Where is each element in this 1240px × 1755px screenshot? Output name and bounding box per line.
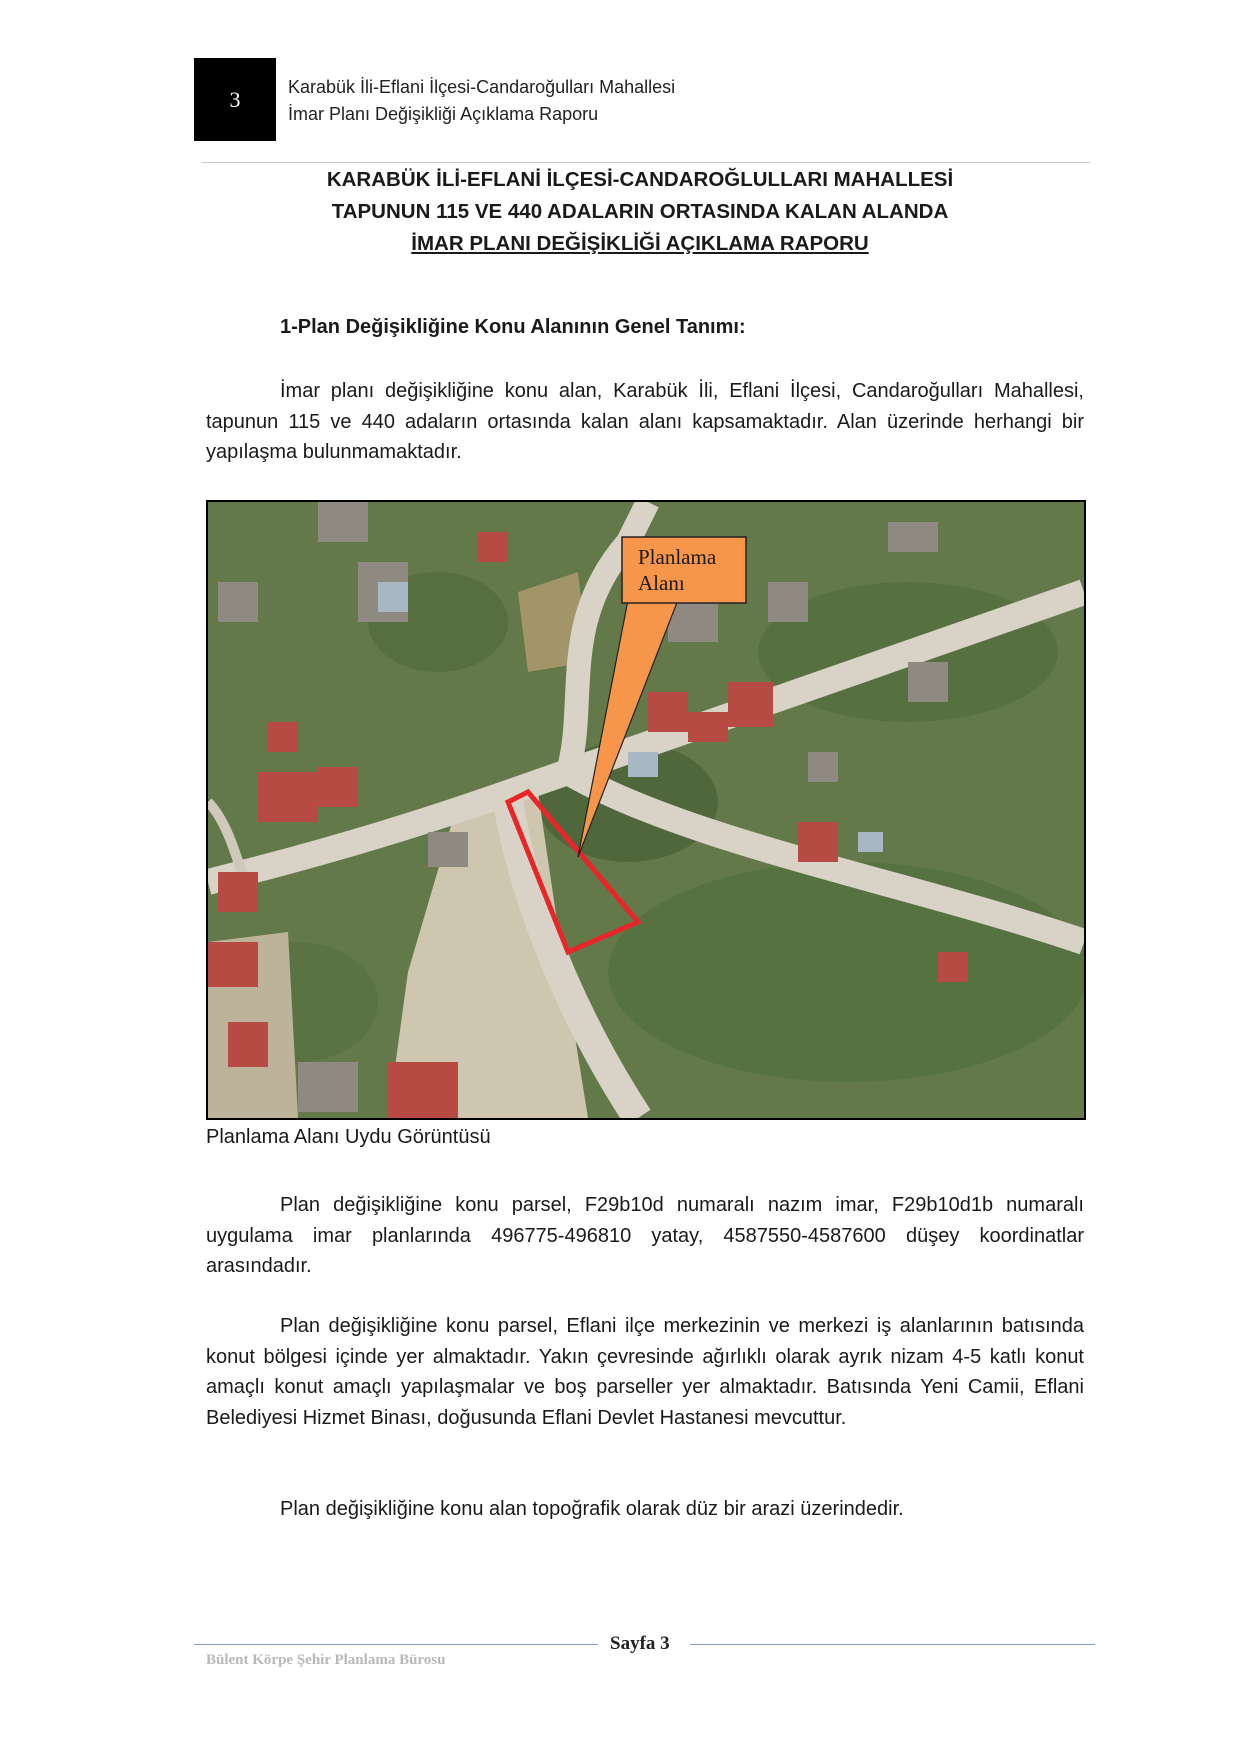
callout-label-line-1: Planlama: [638, 545, 717, 569]
paragraph-3: Plan değişikliğine konu parsel, Eflani ilçe merkezinin ve merkezi iş alanlarının batısında konut bölgesi içinde yer almaktadır. Yakın çevresinde ağırlıklı olarak ayrık nizam 4-5 katlı konut amaçlı konut amaçlı yapılaşmalar ve boş parseller yer almaktadır. Batısında Yeni Camii, Eflani Belediyesi Hizmet Binası, doğusunda Eflani Devlet Hastanesi mevcuttur.: [206, 1315, 1084, 1429]
paragraph-2: Plan değişikliğine konu parsel, F29b10d numaralı nazım imar, F29b10d1b numaralı uygulama imar planlarında 496775-496810 yatay, 4587550-4587600 düşey koordinatlar arasındadır.: [206, 1194, 1084, 1277]
figure-caption: Planlama Alanı Uydu Görüntüsü: [206, 1126, 491, 1148]
paragraph-1: İmar planı değişikliğine konu alan, Karabük İli, Eflani İlçesi, Candaroğulları Mahallesi, tapunun 115 ve 440 adaların ortasında kalan alanı kapsamaktadır. Alan üzerinde herhangi bir yapılaşma bulunmamaktadır.: [206, 380, 1084, 463]
title-line-2: TAPUNUN 115 VE 440 ADALARIN ORTASINDA KALAN ALANDA: [331, 200, 949, 223]
footer-divider-right: [690, 1644, 1095, 1645]
section-heading: 1-Plan Değişikliğine Konu Alanının Genel Tanımı:: [280, 316, 746, 338]
footer-office-name: Bülent Körpe Şehir Planlama Bürosu: [206, 1652, 446, 1668]
header-divider: [202, 162, 1090, 163]
title-line-3: İMAR PLANI DEĞİŞİKLİĞİ AÇIKLAMA RAPORU: [411, 232, 869, 255]
title-line-1: KARABÜK İLİ-EFLANİ İLÇESİ-CANDAROĞLULLARI MAHALLESİ: [326, 168, 954, 191]
paragraph-4: Plan değişikliğine konu alan topoğrafik olarak düz bir arazi üzerindedir.: [280, 1498, 904, 1520]
callout-label-line-2: Alanı: [638, 571, 685, 595]
page-number-box: [194, 58, 276, 141]
footer-divider-left: [194, 1644, 598, 1645]
header-line-1: Karabük İli-Eflani İlçesi-Candaroğulları Mahallesi: [288, 77, 676, 97]
document-title: [200, 164, 1080, 260]
footer-page-label: Sayfa 3: [610, 1633, 670, 1654]
page-number: 3: [229, 86, 241, 112]
running-header: [288, 74, 675, 128]
satellite-image: [206, 500, 1086, 1120]
header-line-2: İmar Planı Değişikliği Açıklama Raporu: [288, 104, 599, 124]
